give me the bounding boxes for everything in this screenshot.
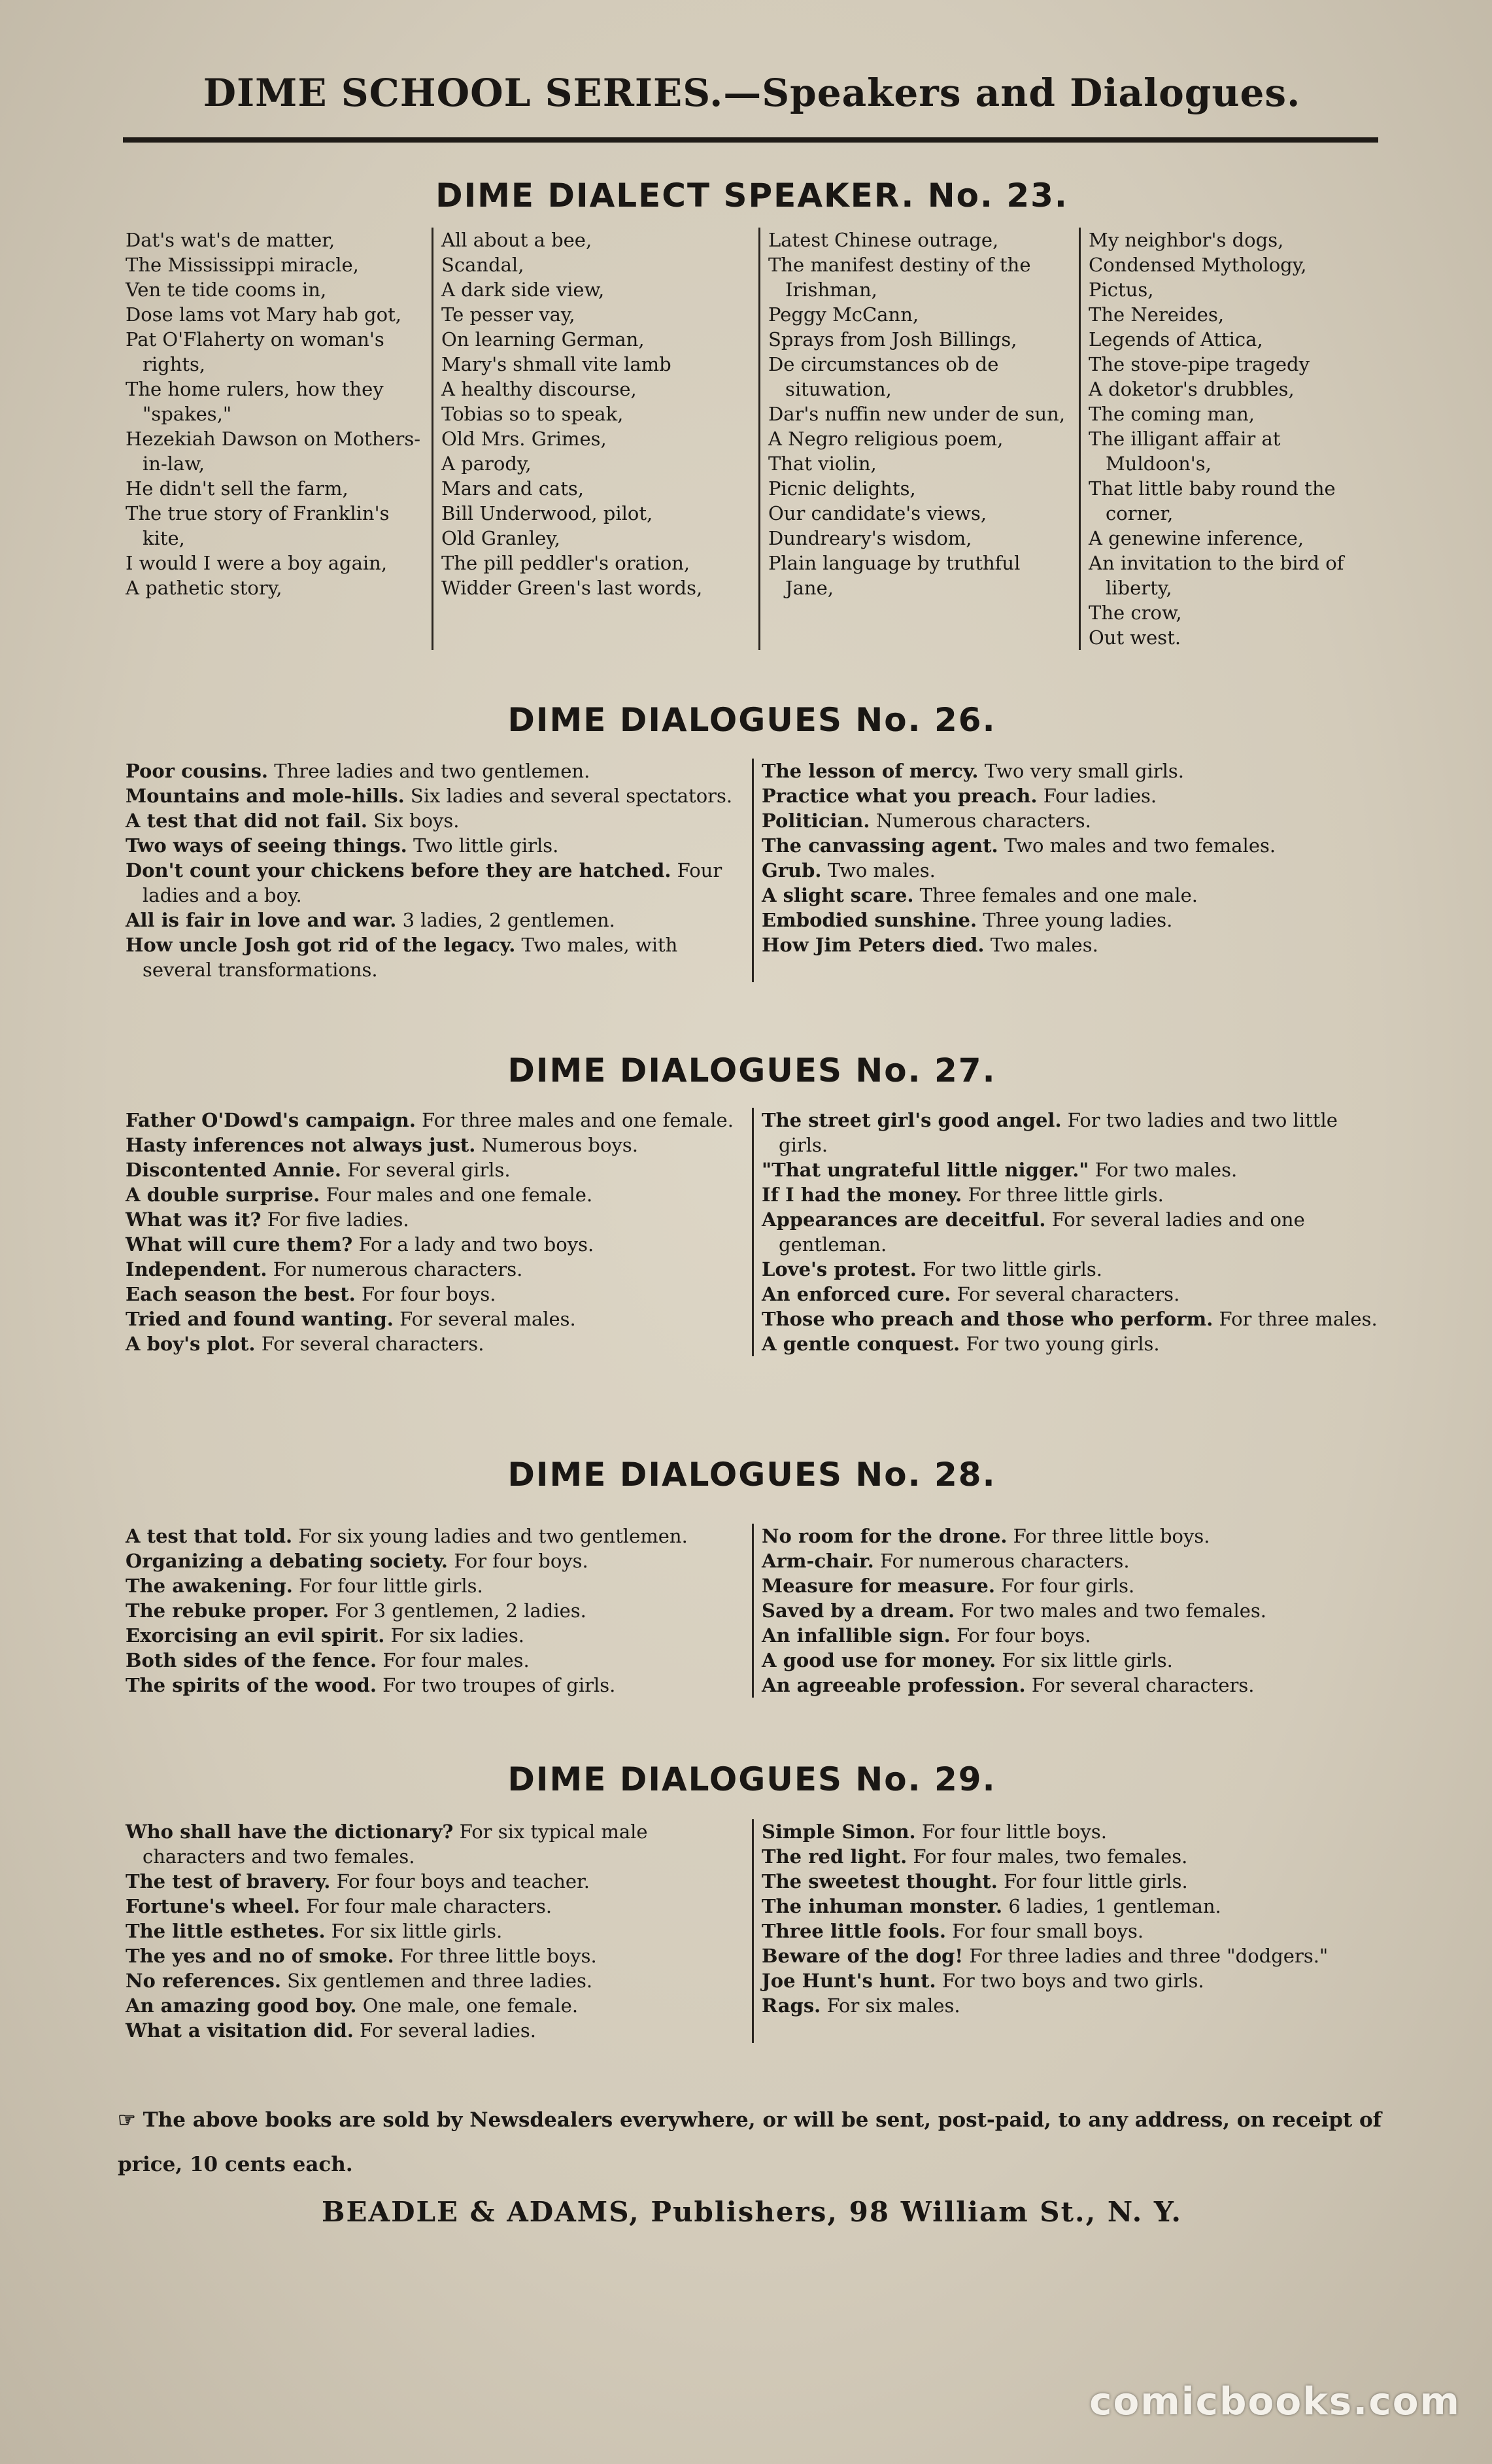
- entry-title: All is fair in love and war.: [126, 909, 397, 931]
- list-item: [762, 808, 1378, 833]
- entry-title: How Jim Peters died.: [762, 934, 985, 956]
- list-item: [762, 1673, 1378, 1698]
- list-item: On learning German,: [441, 328, 645, 351]
- list-item: Mary's shmall vite lamb: [441, 353, 671, 375]
- list-item: [126, 1307, 744, 1331]
- list-item: Hezekiah Dawson on Mothers-in-law,: [126, 428, 421, 475]
- dialogues-29-columns: [118, 1819, 1386, 2043]
- list-item: The Nereides,: [1089, 303, 1225, 326]
- list-item: Our candidate's views,: [768, 502, 987, 524]
- entry-title: An amazing good boy.: [126, 1994, 357, 2017]
- entry-title: No room for the drone.: [762, 1525, 1008, 1547]
- entry-title: The inhuman monster.: [762, 1895, 1003, 1917]
- entry-cast: For four little boys.: [921, 1821, 1107, 1843]
- list-item: The illigant affair at Muldoon's,: [1089, 428, 1281, 475]
- entry-cast: For two little girls.: [923, 1258, 1102, 1280]
- entry-title: Father O'Dowd's campaign.: [126, 1109, 416, 1131]
- entry-cast: For several characters.: [261, 1333, 484, 1355]
- list-item: My neighbor's dogs,: [1089, 229, 1284, 251]
- list-item: [126, 808, 744, 833]
- entry-cast: For three little girls.: [968, 1184, 1164, 1206]
- list-item: Old Mrs. Grimes,: [441, 428, 607, 450]
- entry-title: What was it?: [126, 1208, 262, 1231]
- section-title-dialogues-27: DIME DIALOGUES No. 27.: [507, 1052, 996, 1089]
- list-item: Picnic delights,: [768, 477, 916, 500]
- entry-title: The rebuke proper.: [126, 1600, 330, 1622]
- list-item: [762, 1894, 1378, 1919]
- entry-title: The awakening.: [126, 1575, 293, 1597]
- entry-title: How uncle Josh got rid of the legacy.: [126, 934, 516, 956]
- entry-cast: Two little girls.: [413, 834, 559, 857]
- entry-cast: For several ladies.: [360, 2019, 537, 2042]
- entry-title: Organizing a debating society.: [126, 1550, 449, 1572]
- column: [432, 228, 758, 650]
- entry-cast: Six ladies and several spectators.: [410, 785, 733, 807]
- list-item: [762, 1844, 1378, 1869]
- list-item: [762, 1549, 1378, 1573]
- column: [118, 759, 752, 982]
- list-item: Widder Green's last words,: [441, 577, 703, 599]
- column: [752, 1108, 1386, 1356]
- entry-cast: Three females and one male.: [919, 884, 1198, 906]
- list-item: [762, 1919, 1378, 1943]
- list-item: A doketor's drubbles,: [1089, 378, 1295, 400]
- entry-cast: For a lady and two boys.: [358, 1233, 594, 1256]
- list-item: [762, 1331, 1378, 1356]
- entry-cast: For two boys and two girls.: [941, 1970, 1204, 1992]
- list-item: Scandal,: [441, 254, 524, 276]
- entry-cast: Six gentlemen and three ladies.: [287, 1970, 593, 1992]
- entry-title: Exorcising an evil spirit.: [126, 1624, 385, 1647]
- entry-cast: For six typical male characters and two females.: [143, 1821, 648, 1868]
- entry-cast: For four little girls.: [299, 1575, 483, 1597]
- list-item: [762, 1282, 1378, 1307]
- list-item: [762, 908, 1378, 933]
- list-item: That violin,: [768, 453, 877, 475]
- page-header: DIME SCHOOL SERIES.—Speakers and Dialogues.: [203, 71, 1301, 115]
- list-item: Dat's wat's de matter,: [126, 229, 335, 251]
- entry-title: Rags.: [762, 1994, 821, 2017]
- list-item: [762, 883, 1378, 908]
- list-item: Plain language by truthful Jane,: [768, 552, 1021, 599]
- entry-cast: For several girls.: [347, 1159, 511, 1181]
- list-item: Old Granley,: [441, 527, 561, 549]
- list-item: [126, 783, 744, 808]
- list-item: [762, 1968, 1378, 1993]
- list-item: [126, 1869, 744, 1894]
- list-item: Latest Chinese outrage,: [768, 229, 999, 251]
- list-item: [126, 2018, 744, 2043]
- entry-title: A slight scare.: [762, 884, 914, 906]
- entry-title: Three little fools.: [762, 1920, 946, 1942]
- list-item: [126, 1232, 744, 1257]
- entry-cast: For numerous characters.: [273, 1258, 523, 1280]
- entry-title: The sweetest thought.: [762, 1870, 998, 1892]
- entry-title: Appearances are deceitful.: [762, 1208, 1046, 1231]
- column: [118, 1819, 752, 2043]
- entry-title: Those who preach and those who perform.: [762, 1308, 1213, 1330]
- list-item: [762, 1993, 1378, 2018]
- entry-title: The spirits of the wood.: [126, 1674, 377, 1696]
- list-item: [126, 1573, 744, 1598]
- list-item: Pat O'Flaherty on woman's rights,: [126, 328, 384, 375]
- entry-cast: For two ladies and two little girls.: [779, 1109, 1338, 1156]
- entry-cast: For six ladies.: [390, 1624, 525, 1647]
- entry-title: The street girl's good angel.: [762, 1109, 1062, 1131]
- entry-title: "That ungrateful little nigger.": [762, 1159, 1089, 1181]
- entry-title: Arm-chair.: [762, 1550, 874, 1572]
- dialogues-28-columns: [118, 1524, 1386, 1698]
- entry-cast: Two males, with several transformations.: [143, 934, 678, 981]
- dialogues-27-columns: [118, 1108, 1386, 1356]
- list-item: [762, 1307, 1378, 1331]
- list-item: [126, 1673, 744, 1698]
- list-item: The true story of Franklin's kite,: [126, 502, 390, 549]
- list-item: A Negro religious poem,: [768, 428, 1004, 450]
- entry-title: Simple Simon.: [762, 1821, 916, 1843]
- entry-cast: For several characters.: [957, 1283, 1180, 1305]
- entry-title: Don't count your chickens before they are hatched.: [126, 859, 671, 881]
- entry-title: Two ways of seeing things.: [126, 834, 407, 857]
- entry-cast: Two males.: [827, 859, 936, 881]
- list-item: [762, 1182, 1378, 1207]
- entry-cast: Numerous characters.: [875, 810, 1091, 832]
- list-item: Dar's nuffin new under de sun,: [768, 403, 1066, 425]
- entry-title: Mountains and mole-hills.: [126, 785, 405, 807]
- list-item: A parody,: [441, 453, 532, 475]
- entry-cast: For several ladies and one gentleman.: [779, 1208, 1305, 1256]
- list-item: [126, 933, 744, 982]
- publisher-line: BEADLE & ADAMS, Publishers, 98 William St., N. Y.: [321, 2196, 1183, 2228]
- list-item: [126, 759, 744, 783]
- list-item: An invitation to the bird of liberty,: [1089, 552, 1344, 599]
- list-item: [126, 833, 744, 858]
- list-item: [762, 1819, 1378, 1844]
- list-item: [126, 1331, 744, 1356]
- list-item: Condensed Mythology,: [1089, 254, 1307, 276]
- entry-title: The little esthetes.: [126, 1920, 326, 1942]
- entry-cast: For four males, two females.: [913, 1845, 1188, 1868]
- entry-title: What will cure them?: [126, 1233, 353, 1256]
- entry-cast: For three little boys.: [1013, 1525, 1210, 1547]
- entry-title: A good use for money.: [762, 1649, 996, 1671]
- list-item: [762, 1573, 1378, 1598]
- list-item: [126, 1894, 744, 1919]
- entry-cast: For several males.: [399, 1308, 576, 1330]
- entry-title: Practice what you preach.: [762, 785, 1038, 807]
- list-item: [762, 858, 1378, 883]
- entry-cast: For four boys.: [454, 1550, 588, 1572]
- list-item: A genewine inference,: [1089, 527, 1304, 549]
- entry-title: The yes and no of smoke.: [126, 1945, 394, 1967]
- entry-title: Beware of the dog!: [762, 1945, 964, 1967]
- list-item: [762, 1943, 1378, 1968]
- entry-cast: Two very small girls.: [984, 760, 1185, 782]
- entry-cast: For three males.: [1219, 1308, 1378, 1330]
- list-item: Mars and cats,: [441, 477, 584, 500]
- entry-cast: For two young girls.: [966, 1333, 1160, 1355]
- column: [752, 759, 1386, 982]
- entry-cast: Numerous boys.: [481, 1134, 638, 1156]
- column: [752, 1819, 1386, 2043]
- list-item: The Mississippi miracle,: [126, 254, 359, 276]
- list-item: [126, 1993, 744, 2018]
- entry-cast: Three ladies and two gentlemen.: [274, 760, 590, 782]
- entry-cast: For four boys.: [956, 1624, 1091, 1647]
- list-item: [126, 1549, 744, 1573]
- list-item: The pill peddler's oration,: [441, 552, 690, 574]
- list-item: [762, 1623, 1378, 1648]
- list-item: Te pesser vay,: [441, 303, 575, 326]
- header-rule: [123, 137, 1378, 143]
- column: [1079, 228, 1386, 650]
- entry-title: Independent.: [126, 1258, 267, 1280]
- entry-cast: For several characters.: [1031, 1674, 1255, 1696]
- list-item: The coming man,: [1089, 403, 1255, 425]
- list-item: [762, 783, 1378, 808]
- section-title-dialogues-26: DIME DIALOGUES No. 26.: [507, 701, 996, 739]
- entry-cast: For four males.: [382, 1649, 530, 1671]
- list-item: All about a bee,: [441, 229, 592, 251]
- entry-cast: For three ladies and three "dodgers.": [969, 1945, 1329, 1967]
- entry-cast: For five ladies.: [267, 1208, 409, 1231]
- list-item: De circumstances ob de situwation,: [768, 353, 999, 400]
- entry-cast: For three little boys.: [399, 1945, 597, 1967]
- entry-cast: For two troupes of girls.: [382, 1674, 616, 1696]
- list-item: [126, 1257, 744, 1282]
- entry-title: Fortune's wheel.: [126, 1895, 301, 1917]
- entry-cast: For four boys and teacher.: [336, 1870, 590, 1892]
- list-item: [762, 1108, 1378, 1157]
- list-item: He didn't sell the farm,: [126, 477, 348, 500]
- entry-title: Who shall have the dictionary?: [126, 1821, 454, 1843]
- entry-title: If I had the money.: [762, 1184, 962, 1206]
- entry-cast: Two males.: [990, 934, 1098, 956]
- entry-title: Joe Hunt's hunt.: [762, 1970, 936, 1992]
- list-item: [126, 1968, 744, 1993]
- list-item: Legends of Attica,: [1089, 328, 1263, 351]
- entry-cast: For four boys.: [361, 1283, 496, 1305]
- entry-title: Hasty inferences not always just.: [126, 1134, 476, 1156]
- list-item: Dose lams vot Mary hab got,: [126, 303, 401, 326]
- list-item: [126, 858, 744, 908]
- list-item: [126, 1282, 744, 1307]
- list-item: Pictus,: [1089, 279, 1154, 301]
- column: [118, 1108, 752, 1356]
- entry-cast: For two males and two females.: [960, 1600, 1267, 1622]
- entry-cast: Three young ladies.: [983, 909, 1173, 931]
- entry-title: An enforced cure.: [762, 1283, 951, 1305]
- entry-cast: For four male characters.: [306, 1895, 552, 1917]
- list-item: That little baby round the corner,: [1089, 477, 1336, 524]
- list-item: [126, 1943, 744, 1968]
- entry-cast: 3 ladies, 2 gentlemen.: [402, 909, 615, 931]
- column: [118, 1524, 752, 1698]
- entry-cast: For six males.: [826, 1994, 960, 2017]
- entry-title: Both sides of the fence.: [126, 1649, 377, 1671]
- entry-title: No references.: [126, 1970, 281, 1992]
- entry-title: A gentle conquest.: [762, 1333, 960, 1355]
- entry-title: A double surprise.: [126, 1184, 320, 1206]
- entry-cast: Six boys.: [373, 810, 460, 832]
- list-item: [126, 1919, 744, 1943]
- entry-title: Measure for measure.: [762, 1575, 995, 1597]
- list-item: [126, 1648, 744, 1673]
- column: [752, 1524, 1386, 1698]
- list-item: [126, 1157, 744, 1182]
- list-item: A healthy discourse,: [441, 378, 637, 400]
- entry-cast: For six little girls.: [1002, 1649, 1173, 1671]
- list-item: [762, 1257, 1378, 1282]
- list-item: Tobias so to speak,: [441, 403, 624, 425]
- section-title-speaker-23: DIME DIALECT SPEAKER. No. 23.: [435, 177, 1068, 214]
- list-item: [762, 759, 1378, 783]
- list-item: Bill Underwood, pilot,: [441, 502, 653, 524]
- entry-title: Politician.: [762, 810, 870, 832]
- entry-cast: Four ladies and a boy.: [143, 859, 722, 906]
- column: [118, 228, 432, 650]
- list-item: [126, 1182, 744, 1207]
- entry-cast: For four little girls.: [1004, 1870, 1188, 1892]
- list-item: The manifest destiny of the Irishman,: [768, 254, 1031, 301]
- list-item: [762, 1598, 1378, 1623]
- entry-cast: For six young ladies and two gentlemen.: [298, 1525, 688, 1547]
- entry-title: What a visitation did.: [126, 2019, 354, 2042]
- list-item: Ven te tide cooms in,: [126, 279, 327, 301]
- list-item: [762, 1524, 1378, 1549]
- entry-cast: For numerous characters.: [879, 1550, 1130, 1572]
- entry-cast: For 3 gentlemen, 2 ladies.: [335, 1600, 586, 1622]
- list-item: [762, 1648, 1378, 1673]
- list-item: [126, 1623, 744, 1648]
- entry-title: The test of bravery.: [126, 1870, 331, 1892]
- entry-title: An agreeable profession.: [762, 1674, 1026, 1696]
- list-item: I would I were a boy again,: [126, 552, 388, 574]
- entry-title: A test that did not fail.: [126, 810, 368, 832]
- entry-title: Discontented Annie.: [126, 1159, 341, 1181]
- entry-cast: For four girls.: [1001, 1575, 1135, 1597]
- entry-title: The canvassing agent.: [762, 834, 998, 857]
- entry-title: Tried and found wanting.: [126, 1308, 394, 1330]
- entry-title: The red light.: [762, 1845, 907, 1868]
- list-item: [126, 1524, 744, 1549]
- list-item: [762, 1157, 1378, 1182]
- list-item: [126, 1133, 744, 1157]
- list-item: A pathetic story,: [126, 577, 282, 599]
- dialogues-26-columns: [118, 759, 1386, 982]
- section-title-dialogues-28: DIME DIALOGUES No. 28.: [507, 1456, 996, 1494]
- list-item: [126, 1819, 744, 1869]
- entry-cast: Two males and two females.: [1004, 834, 1276, 857]
- entry-cast: Four ladies.: [1043, 785, 1157, 807]
- speaker-23-columns: [118, 228, 1386, 650]
- entry-title: Poor cousins.: [126, 760, 269, 782]
- entry-cast: For three males and one female.: [422, 1109, 734, 1131]
- entry-cast: 6 ladies, 1 gentleman.: [1008, 1895, 1221, 1917]
- list-item: [126, 1207, 744, 1232]
- entry-cast: One male, one female.: [362, 1994, 579, 2017]
- watermark: comicbooks.com: [1089, 2379, 1461, 2423]
- entry-title: Saved by a dream.: [762, 1600, 955, 1622]
- list-item: The crow,: [1089, 602, 1182, 624]
- list-item: Peggy McCann,: [768, 303, 919, 326]
- list-item: [762, 1869, 1378, 1894]
- entry-title: A boy's plot.: [126, 1333, 256, 1355]
- list-item: [126, 908, 744, 933]
- entry-title: Love's protest.: [762, 1258, 917, 1280]
- footer-note: ☞ The above books are sold by Newsdealers everywhere, or will be sent, post-paid, to any address, on receipt of price, 10 cents each.: [118, 2108, 1382, 2176]
- column: [758, 228, 1079, 650]
- list-item: A dark side view,: [441, 279, 605, 301]
- entry-cast: Four males and one female.: [326, 1184, 593, 1206]
- list-item: [126, 1108, 744, 1133]
- list-item: [126, 1598, 744, 1623]
- list-item: The home rulers, how they "spakes,": [126, 378, 384, 425]
- list-item: [762, 833, 1378, 858]
- entry-cast: For six little girls.: [331, 1920, 503, 1942]
- list-item: Out west.: [1089, 626, 1181, 649]
- list-item: Dundreary's wisdom,: [768, 527, 972, 549]
- entry-cast: For two males.: [1094, 1159, 1238, 1181]
- entry-title: A test that told.: [126, 1525, 293, 1547]
- list-item: Sprays from Josh Billings,: [768, 328, 1017, 351]
- entry-title: Embodied sunshine.: [762, 909, 977, 931]
- entry-title: Each season the best.: [126, 1283, 356, 1305]
- entry-title: The lesson of mercy.: [762, 760, 979, 782]
- list-item: [762, 933, 1378, 957]
- section-title-dialogues-29: DIME DIALOGUES No. 29.: [507, 1760, 996, 1798]
- entry-title: An infallible sign.: [762, 1624, 951, 1647]
- list-item: The stove-pipe tragedy: [1089, 353, 1310, 375]
- entry-cast: For four small boys.: [952, 1920, 1144, 1942]
- list-item: [762, 1207, 1378, 1257]
- entry-title: Grub.: [762, 859, 822, 881]
